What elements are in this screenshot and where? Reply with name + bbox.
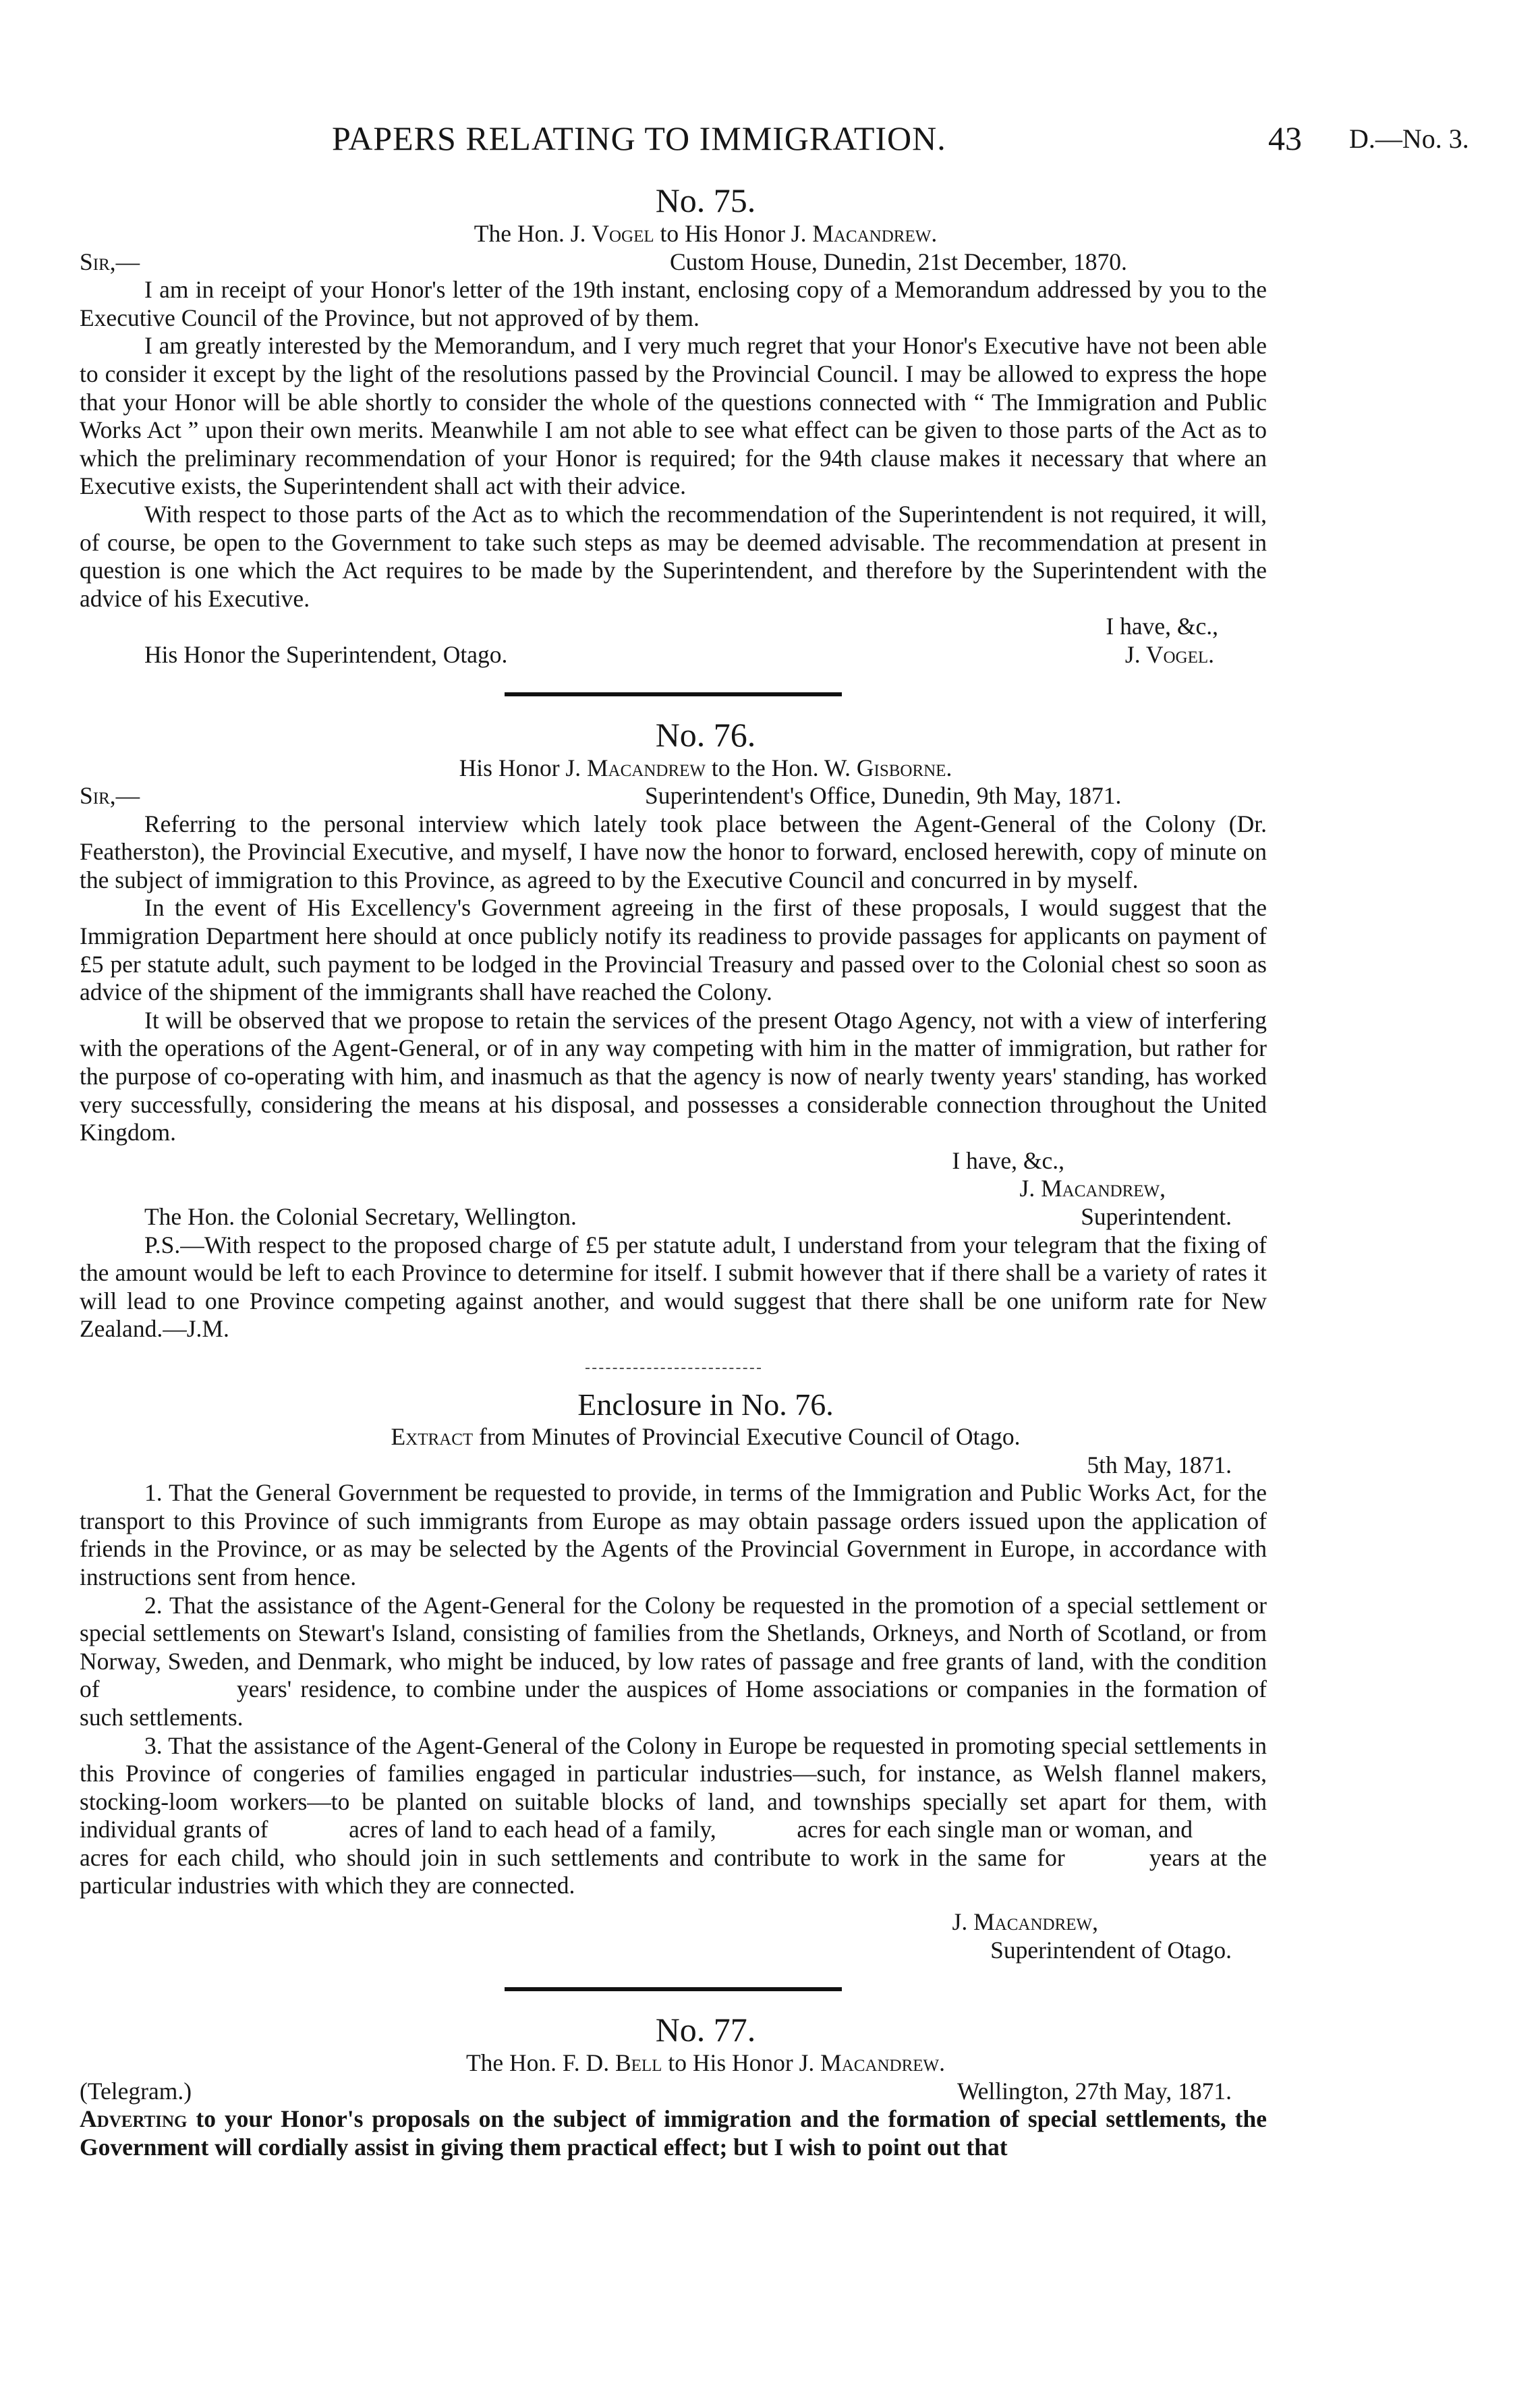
paragraph: I am in receipt of your Honor's letter of the 19th instant, enclosing copy of a Memorandum addressed by you to the Executive Council of the Province, but not approved of by them. — [80, 276, 1267, 331]
enclosure-title: Enclosure in No. 76. — [577, 1387, 834, 1422]
signature-title: Superintendent. — [1081, 1203, 1232, 1230]
resolution-item — [80, 1732, 1267, 1901]
item-text: acres for each single man or woman, and — [797, 1816, 1193, 1843]
sender-name: Bell — [615, 2049, 662, 2077]
salutation-line — [80, 248, 1267, 277]
salutation: Sir,— — [80, 782, 140, 810]
letter-number: No. 76. — [655, 715, 756, 754]
enclosure-76 — [80, 1387, 1267, 1964]
document-body — [80, 181, 1267, 2162]
running-title: PAPERS RELATING TO IMMIGRATION. — [332, 119, 946, 157]
place-date: Wellington, 27th May, 1871. — [957, 2077, 1232, 2105]
recipient-name: Macandrew — [820, 2049, 940, 2077]
postscript: P.S.—With respect to the proposed charge of £5 per statute adult, I understand from your telegram that the fixing of the amount would be left to each Province to determine for itself. I submit however that if there shall be a variety of rates it will lead to one Province competing against another, and would suggest that there shall be one uniform rate for New Zealand.—J.M. — [80, 1231, 1267, 1343]
salutation: Sir,— — [80, 248, 140, 275]
addressee: His Honor the Superintendent, Otago. — [144, 640, 508, 668]
letter-75 — [80, 181, 1267, 669]
closing: I have, &c., — [1106, 613, 1218, 640]
section-divider — [505, 692, 842, 696]
place-date: Superintendent's Office, Dunedin, 9th May, 1871. — [645, 782, 1122, 810]
paragraph: With respect to those parts of the Act as to which the recommendation of the Superintendent is not required, it will, of course, be open to the Government to take such steps as may be deemed advisable. The recommendation at present in question is one which the Act requires to be made by the Superintendent, and therefore by the Superintendent with the advice of his Executive. — [80, 500, 1267, 612]
letter-77 — [80, 2010, 1267, 2161]
letter-76 — [80, 715, 1267, 1343]
item-text: years at the particular industries with which they are connected. — [80, 1843, 1267, 1899]
salutation-line — [80, 782, 1267, 810]
item-text: years' residence, to combine under the auspices of Home associations or companies in the formation of such settlements. — [80, 1675, 1267, 1731]
heading-text: to His Honor J. — [654, 220, 813, 247]
page-header — [0, 119, 1540, 159]
enclosure-date: 5th May, 1871. — [1087, 1451, 1232, 1478]
closing: I have, &c., — [952, 1146, 1064, 1174]
paragraph: Referring to the personal interview which lately took place between the Agent-General of the Colony (Dr. Featherston), the Provincial Executive, and myself, I have now the honor to forward, enclosed herewith, copy of minute on the subject of immigration to this Province, as agreed to by the Executive Council and concurred in by myself. — [80, 810, 1267, 893]
heading-text: . — [946, 754, 952, 781]
heading-text: to the Hon. W. — [706, 754, 857, 781]
section-divider — [505, 1987, 842, 1991]
heading-text: The Hon. F. D. — [465, 2049, 615, 2077]
heading-text: . — [939, 2049, 946, 2077]
heading-text: . — [931, 220, 938, 247]
heading-text: The Hon. J. — [474, 220, 592, 247]
signature: J. Macandrew, — [952, 1908, 1098, 1936]
salutation-line — [80, 2078, 1267, 2106]
item-text: 3. That the assistance of the Agent-General of the Colony in Europe be requested in promoting special settlements in this Province of congeries of families engaged in particular industries—such, for instance, as Welsh flannel makers, stocking-loom workers—to be planted on suitable blocks of land, and townships specially set apart for them, with individual grants of — [80, 1731, 1267, 1843]
signature-title: Superintendent of Otago. — [990, 1936, 1232, 1964]
paper-reference: D.—No. 3. — [1349, 123, 1469, 154]
resolution-item: 1. That the General Government be requested to provide, in terms of the Immigration and Public Works Act, for the transport to this Province of such immigrants from Europe as may obtain passage orders issued upon the application of friends in the Province, or as may be selected by the Agents of the Provincial Government in Europe, in accordance with instructions sent from hence. — [80, 1479, 1267, 1590]
letter-number: No. 77. — [655, 2011, 756, 2049]
enclosure-subtitle — [80, 1423, 1267, 1451]
recipient-name: Gisborne — [856, 754, 946, 781]
signature-row — [80, 641, 1267, 669]
signature-row — [80, 1203, 1267, 1231]
enclosure-divider — [586, 1368, 761, 1369]
resolution-item — [80, 1592, 1267, 1732]
subtitle-text: from Minutes of Provincial Executive Council of Otago. — [473, 1422, 1021, 1450]
signature: J. Macandrew, — [1019, 1175, 1166, 1202]
item-text: acres for each child, who should join in such settlements and contribute to work in the same for — [80, 1843, 1065, 1871]
letter-number: No. 75. — [655, 182, 756, 219]
telegram-body — [80, 2105, 1267, 2161]
page-number: 43 — [1268, 119, 1302, 157]
item-text: 2. That the assistance of the Agent-General for the Colony be requested in the promotion of a special settlement or special settlements on Stewart's Island, consisting of families from the Shetlands, Orkneys, and North of Scotland, or from Norway, Sweden, and Denmark, who might be induced, by low rates of passage and free grants of land, with the condition of — [80, 1591, 1267, 1703]
heading-text: to His Honor J. — [662, 2049, 821, 2077]
paragraph: It will be observed that we propose to retain the services of the present Otago Agency, not with a view of interfering with the operations of the Agent-General, or of in any way competing with him in the matter of immigration, but rather for the purpose of co-operating with him, and inasmuch as that the agency is now of nearly twenty years' standing, has worked very successfully, considering the means at his disposal, and possesses a considerable connection throughout the United Kingdom. — [80, 1006, 1267, 1146]
paragraph: I am greatly interested by the Memorandum, and I very much regret that your Honor's Executive have not been able to consider it except by the light of the resolutions passed by the Provincial Council. I may be allowed to express the hope that your Honor will be able shortly to consider the whole of the questions connected with “ The Immigration and Public Works Act ” upon their own merits. Meanwhile I am not able to see what effect can be given to those parts of the Act as to which the preliminary recommendation of your Honor is required; for the 94th clause makes it necessary that where an Executive exists, the Superintendent shall act with their advice. — [80, 332, 1267, 500]
heading-text: His Honor J. — [459, 754, 587, 781]
sender-name: Macandrew — [587, 754, 706, 781]
letter-heading — [80, 2049, 1267, 2078]
letter-heading — [80, 220, 1267, 248]
recipient-name: Macandrew — [812, 220, 932, 247]
body-text: to your Honor's proposals on the subject of immigration and the formation of special settlements, the Government will cordially assist in giving them practical effect; but I wish to point out that — [80, 2105, 1267, 2161]
subtitle-lead: Extract — [391, 1422, 474, 1450]
paragraph: In the event of His Excellency's Government agreeing in the first of these proposals, I would suggest that the Immigration Department here should at once publicly notify its readiness to provide passages for applicants on payment of £5 per statute adult, such payment to be lodged in the Provincial Treasury and passed over to the Colonial chest so soon as advice of the shipment of the immigrants shall have reached the Colony. — [80, 894, 1267, 1006]
place-date: Custom House, Dunedin, 21st December, 1870. — [670, 248, 1127, 275]
item-text: acres of land to each head of a family, — [349, 1816, 716, 1843]
telegram-label: (Telegram.) — [80, 2077, 192, 2105]
sender-name: Vogel — [592, 220, 654, 247]
signature: J. Vogel. — [1124, 640, 1214, 668]
body-lead: Adverting — [80, 2105, 188, 2133]
letter-heading — [80, 754, 1267, 783]
addressee: The Hon. the Colonial Secretary, Wellington. — [144, 1203, 577, 1230]
